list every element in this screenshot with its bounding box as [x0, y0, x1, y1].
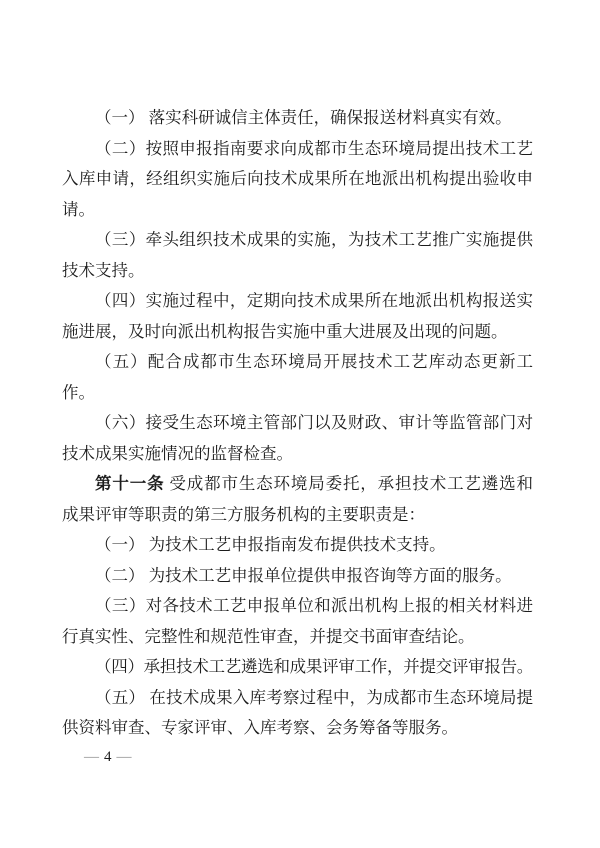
text-line: （五） 在技术成果入库考察过程中，为成都市生态环境局提	[95, 687, 533, 707]
text-line: （四）实施过程中，定期向技术成果所在地派出机构报送实	[95, 291, 533, 310]
text-line: 第十一条 受成都市生态环境局委托，承担技术工艺遴选和	[95, 474, 534, 493]
text-line: 供资料审查、专家评审、入库考察、会务筹备等服务。	[62, 718, 458, 737]
text-line: （三）牵头组织技术成果的实施，为技术工艺推广实施提供	[95, 230, 533, 249]
text-line: （二）按照申报指南要求向成都市生态环境局提出技术工艺	[95, 138, 533, 158]
text-line: 作。	[62, 382, 95, 402]
text-line: 成果评审等职责的第三方服务机构的主要职责是：	[62, 504, 425, 524]
text-line: 行真实性、完整性和规范性审查，并提交书面审查结论。	[62, 626, 475, 646]
text-line: （一） 为技术工艺申报指南发布提供技术支持。	[95, 535, 446, 554]
article-number: 第十一条	[95, 474, 165, 493]
text-line: （五）配合成都市生态环境局开展技术工艺库动态更新工	[95, 352, 533, 371]
text-line: （一） 落实科研诚信主体责任，确保报送材料真实有效。	[95, 108, 512, 127]
text-line: （三）对各技术工艺申报单位和派出机构上报的相关材料进	[95, 596, 533, 615]
text-line: 施进展，及时向派出机构报告实施中重大进展及出现的问题。	[62, 321, 508, 341]
page-number	[84, 746, 132, 768]
document-body	[62, 103, 533, 744]
text-line: （六）接受生态环境主管部门以及财政、审计等监管部门对	[95, 413, 533, 432]
page-number-right-dash: —	[116, 749, 132, 765]
text-line: 入库申请，经组织实施后向技术成果所在地派出机构提出验收申	[62, 169, 533, 188]
page-number-value: 4	[104, 749, 112, 765]
text-line: 请。	[62, 199, 95, 219]
text-line: 技术成果实施情况的监督检查。	[62, 443, 293, 463]
text-line: 技术支持。	[62, 260, 145, 280]
text-line: （二） 为技术工艺申报单位提供申报咨询等方面的服务。	[95, 565, 512, 585]
page-number-left-dash: —	[84, 749, 99, 765]
text-line: （四）承担技术工艺遴选和成果评审工作，并提交评审报告。	[95, 657, 533, 676]
